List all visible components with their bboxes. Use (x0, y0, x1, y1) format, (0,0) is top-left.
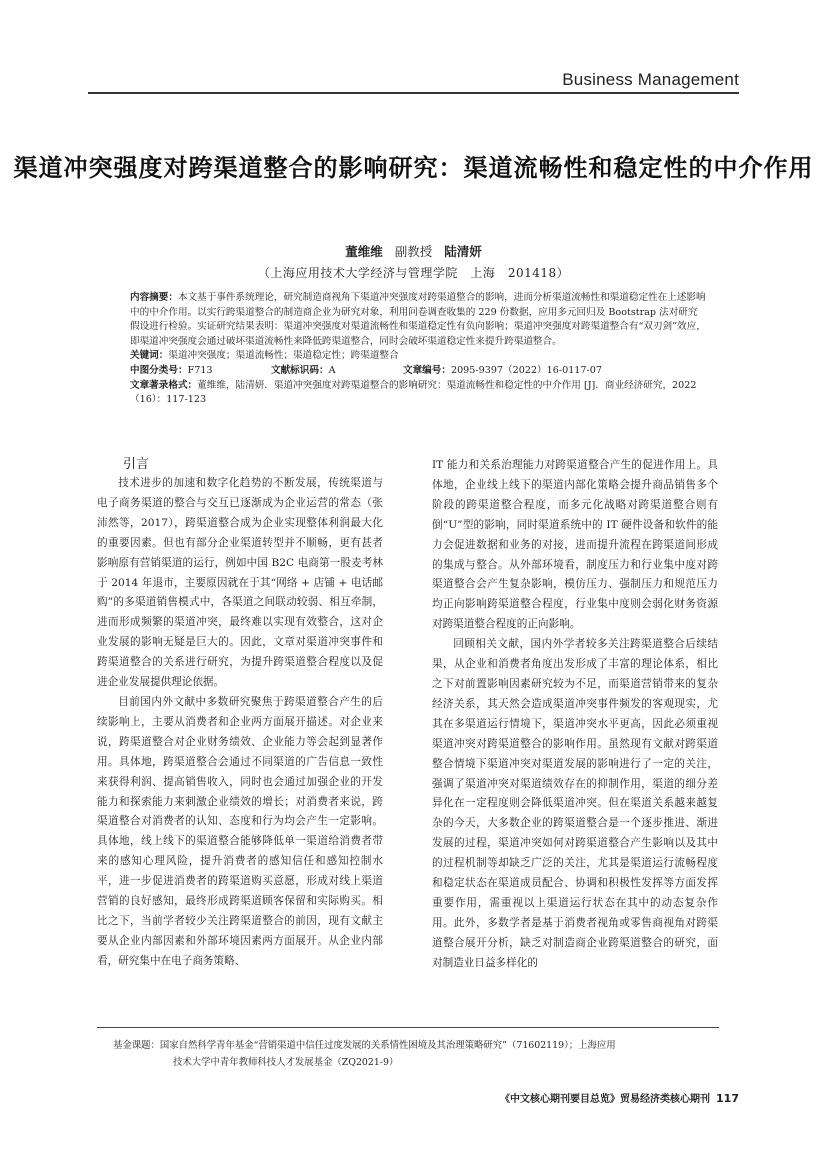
funding-line-2: 技术大学中青年教师科技人才发展基金（ZQ2021-9） (173, 1057, 399, 1068)
affiliation: （上海应用技术大学经济与管理学院 上海 201418） (257, 266, 570, 280)
footnote-rule (97, 1027, 719, 1028)
body-column-right (432, 456, 718, 974)
citation-text: 董维维，陆清妍．渠道冲突强度对跨渠道整合的影响研究：渠道流畅性和稳定性的中介作用 [J]．商业经济研究，2022（16）：117-123 (130, 379, 697, 406)
doc-label: 文献标识码： (271, 364, 329, 376)
funding-note (113, 1037, 713, 1071)
body-paragraph: 技术进步的加速和数字化趋势的不断发展，传统渠道与电子商务渠道的整合与交互已逐渐成为企业运营的常态（张沛然等，2017），跨渠道整合成为企业实现整体利润最大化的重要因素。但也有部分企业渠道转型并不顺畅，更有甚者影响原有营销渠道的运行，例如中国 B2C 电商第一股麦考林于 2014 年退市，主要原因就在于其“网络 + 店铺 + 电话邮购”的多渠道销售模式中，各渠道之间联动较弱、相互牵制，进而形成频繁的渠道冲突，最终难以实现有效整合，这对企业发展的影响无疑是巨大的。因此，文章对渠道冲突事件和跨渠道整合的关系进行研究，为提升跨渠道整合程度以及促进企业发展提供理论依据。 (97, 477, 383, 689)
abstract-label: 内容摘要： (130, 292, 178, 303)
abstract-text: 本文基于事件系统理论，研究制造商视角下渠道冲突强度对跨渠道整合的影响，进而分析渠道流畅性和渠道稳定性在上述影响中的中介作用。以实行跨渠道整合的制造商企业为研究对象，利用问卷调查收集的 229 份数据，应用多元回归及 Bootstrap 法对研究假设进行检验。实证研究结果表明：渠道冲突强度对渠道流畅性和渠道稳定性有负向影响；渠道冲突强度对跨渠道整合有“双刃剑”效应，即渠道冲突强度会通过破坏渠道流畅性来降低跨渠道整合，同时会破坏渠道稳定性来提升跨渠道整合。 (130, 292, 706, 347)
author-1: 董维维 (345, 244, 383, 259)
funding-line-1: 国家自然科学青年基金“营销渠道中信任过度发展的关系情性困境及其治理策略研究”（71602119）；上海应用 (159, 1040, 616, 1051)
abstract (130, 291, 707, 349)
doc-value: A (328, 364, 336, 376)
keywords (130, 349, 707, 364)
journal-name: 《中文核心期刊要目总览》贸易经济类核心期刊 (500, 1094, 711, 1105)
body-paragraph: 回顾相关文献，国内外学者较多关注跨渠道整合后续结果，从企业和消费者角度出发形成了丰富的理论体系，相比之下对前置影响因素研究较为不足，而渠道营销带来的复杂经济关系，其天然会造成渠道冲突事件频发的客观现实，尤其在多渠道运行情境下，渠道冲突水平更高，因此必须重视渠道冲突对跨渠道整合的影响作用。虽然现有文献对跨渠道整合情境下渠道冲突对渠道发展的影响进行了一定的关注，强调了渠道冲突对渠道绩效存在的抑制作用，渠道的细分差异化在一定程度则会降低渠道冲突。但在渠道关系越来越复杂的今天，大多数企业的跨渠道整合是一个逐步推进、渐进发展的过程，渠道冲突如何对跨渠道整合产生影响以及其中的过程机制等却缺乏广泛的关注，尤其是渠道运行流畅程度和稳定状态在渠道成员配合、协调和积极性发挥等方面发挥重要作用，需重视以上渠道运行状态在其中的动态复杂作用。此外，多数学者是基于消费者视角或零售商视角对跨渠道整合展开分析，缺乏对制造商企业跨渠道整合的研究，面对制造业日益多样化的 (432, 638, 718, 969)
funding-label: 基金课题： (113, 1040, 160, 1051)
author-2: 陆清妍 (444, 244, 482, 259)
header-rule (88, 92, 739, 94)
page-footer (500, 1090, 739, 1105)
body-paragraph: 目前国内外文献中多数研究聚焦于跨渠道整合产生的后续影响上，主要从消费者和企业两方面展开描述。对企业来说，跨渠道整合对企业财务绩效、企业能力等会起到显著作用。具体地，跨渠道整合会通过不同渠道的广告信息一致性来获得利润、提高销售收入，同时也会通过加强企业的开发能力和探索能力来刺激企业绩效的增长；对消费者来说，跨渠道整合对消费者的认知、态度和行为均会产生一定影响。具体地，线上线下的渠道整合能够降低单一渠道给消费者带来的感知心理风险，提升消费者的感知信任和感知控制水平，进一步促进消费者的跨渠道购买意愿，形成对线上渠道营销的良好感知，最终形成跨渠道顾客保留和实际购买。相比之下，当前学者较少关注跨渠道整合的前因，现有文献主要从企业内部因素和外部环境因素两方面展开。从企业内部看，研究集中在电子商务策略、 (97, 695, 383, 967)
page-number: 117 (716, 1092, 739, 1105)
abstract-block (130, 291, 707, 408)
article-label: 文章编号： (403, 364, 451, 376)
author-line (0, 242, 827, 260)
author-1-role: 副教授 (394, 244, 433, 259)
article-value: 2095-9397（2022）16-0117-07 (450, 364, 602, 376)
body-column-left (97, 456, 383, 972)
paper-title: 渠道冲突强度对跨渠道整合的影响研究：渠道流畅性和稳定性的中介作用 (13, 154, 814, 182)
body-paragraph: IT 能力和关系治理能力对跨渠道整合产生的促进作用上。具体地，企业线上线下的渠道内部化策略会提升商品销售多个阶段的跨渠道整合程度，而多元化战略对跨渠道整合则有倒“U”型的影响，同时渠道系统中的 IT 硬件设备和软件的能力会促进数据和业务的对接，进而提升流程在跨渠道间形成的集成与整合。从外部环境看，制度压力和行业集中度对跨渠道整合会产生复杂影响，模仿压力、强制压力和规范压力均正向影响跨渠道整合程度，行业集中度则会弱化财务资源对跨渠道整合程度的正向影响。 (432, 459, 718, 631)
section-header: Business Management (562, 70, 739, 89)
keywords-text: 渠道冲突强度；渠道流畅性；渠道稳定性；跨渠道整合 (168, 350, 399, 362)
clc-value: F713 (187, 364, 213, 376)
citation-label: 文章著录格式： (130, 379, 198, 391)
classification-row (130, 364, 707, 379)
citation (130, 379, 707, 408)
intro-heading: 引言 (123, 457, 150, 472)
clc-label: 中图分类号： (130, 364, 188, 376)
keywords-label: 关键词： (130, 350, 169, 362)
